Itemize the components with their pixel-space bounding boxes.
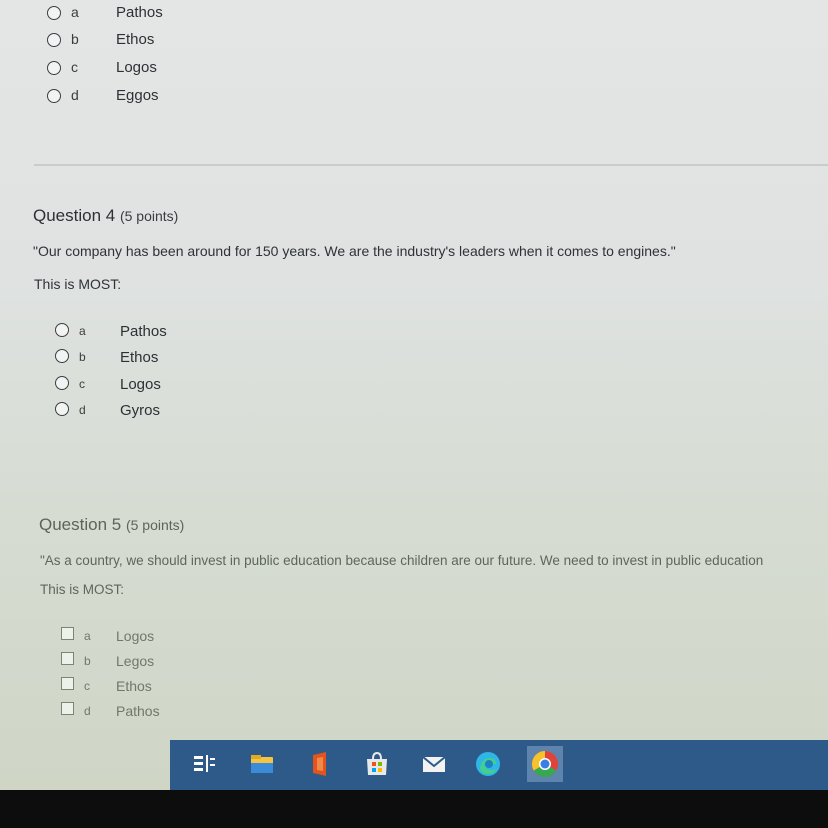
q5-letter-b: b (84, 654, 91, 668)
q5-letter-a: a (84, 629, 91, 643)
q5-option-a[interactable] (60, 623, 260, 649)
q5-checkbox-d[interactable] (61, 702, 74, 715)
q3-letter-b: b (71, 31, 79, 47)
q3-letter-a: a (71, 4, 79, 20)
q3-option-d[interactable] (46, 84, 246, 110)
q3-option-b[interactable] (46, 28, 246, 54)
q4-prompt: "Our company has been around for 150 years. We are the industry's leaders when it comes to engines." (33, 243, 676, 259)
q5-option-d[interactable] (60, 698, 260, 724)
q4-label-b: Ethos (120, 349, 159, 366)
q5-checkbox-a[interactable] (61, 627, 74, 640)
q5-checkbox-c[interactable] (61, 677, 74, 690)
q4-option-d[interactable] (54, 397, 254, 423)
q3-radio-a[interactable] (47, 6, 61, 20)
q5-prompt: "As a country, we should invest in public education because children are our future. We need to invest in public education (40, 553, 764, 568)
taskbar (170, 740, 828, 790)
q5-instruction: This is MOST: (40, 582, 125, 597)
q3-radio-b[interactable] (47, 33, 61, 47)
q4-letter-c: c (79, 377, 85, 391)
question-divider (34, 164, 828, 166)
q4-points: (5 points) (119, 208, 179, 224)
q5-points: (5 points) (125, 517, 185, 533)
q4-option-b[interactable] (54, 344, 254, 370)
q4-radio-b[interactable] (55, 349, 69, 363)
q4-radio-d[interactable] (55, 402, 69, 416)
q3-label-d: Eggos (116, 87, 159, 104)
q4-option-a[interactable] (54, 318, 254, 344)
q3-label-a: Pathos (116, 4, 163, 21)
q5-label-c: Ethos (116, 678, 152, 694)
q4-title-text: Question 4 (33, 206, 116, 225)
q5-label-a: Logos (116, 628, 155, 644)
q5-option-c[interactable] (60, 673, 260, 699)
q4-label-d: Gyros (120, 402, 161, 419)
q4-instruction: This is MOST: (34, 276, 122, 292)
q4-option-c[interactable] (54, 371, 254, 397)
q3-option-a[interactable] (46, 1, 246, 27)
q5-option-b[interactable] (60, 648, 260, 674)
q5-checkbox-b[interactable] (61, 652, 74, 665)
file-explorer-icon[interactable] (248, 750, 276, 778)
q3-option-c[interactable] (46, 56, 246, 82)
q5-label-d: Pathos (116, 703, 160, 719)
q5-title-text: Question 5 (39, 515, 122, 534)
q3-letter-c: c (71, 59, 78, 75)
task-view-icon[interactable] (190, 750, 218, 778)
edge-icon[interactable] (474, 750, 502, 778)
q4-letter-d: d (79, 403, 86, 417)
q4-label-a: Pathos (120, 323, 167, 340)
office-icon[interactable] (306, 750, 334, 778)
q4-radio-c[interactable] (55, 376, 69, 390)
q4-radio-a[interactable] (55, 323, 69, 337)
q4-letter-b: b (79, 350, 86, 364)
q3-radio-c[interactable] (47, 61, 61, 75)
q4-title (33, 206, 178, 226)
q3-radio-d[interactable] (47, 89, 61, 103)
q4-letter-a: a (79, 324, 86, 338)
q5-letter-d: d (84, 704, 91, 718)
mail-icon[interactable] (420, 750, 448, 778)
q3-label-b: Ethos (116, 31, 155, 48)
q3-label-c: Logos (116, 59, 157, 76)
store-icon[interactable] (363, 750, 391, 778)
q4-label-c: Logos (120, 376, 161, 393)
q5-label-b: Legos (116, 653, 155, 669)
q3-letter-d: d (71, 87, 79, 103)
q5-title (39, 515, 184, 535)
monitor-bezel (0, 790, 828, 828)
chrome-icon[interactable] (527, 746, 563, 782)
q5-letter-c: c (84, 679, 90, 693)
